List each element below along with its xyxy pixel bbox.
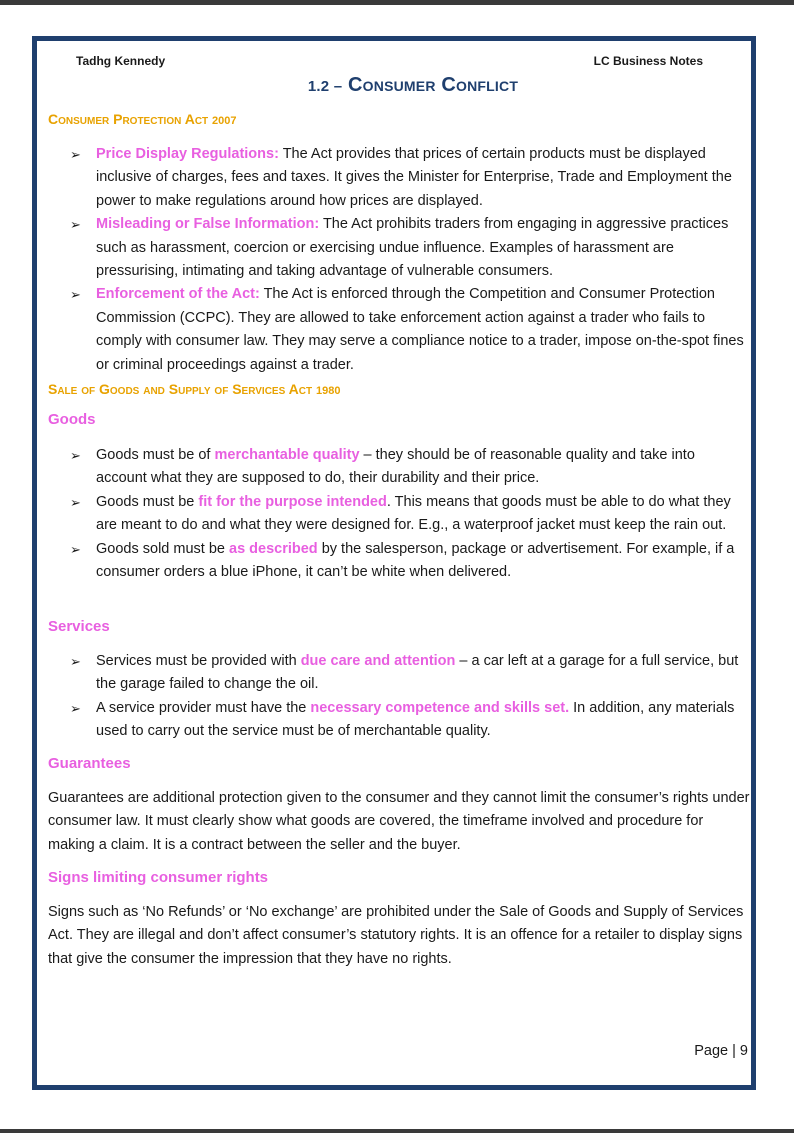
services-bullet-list [48, 650, 748, 744]
item-text-after: – a car left at a garage for a full service, but the garage failed to change the oil. [96, 653, 739, 693]
subheading-signs: Signs limiting consumer rights [48, 869, 269, 886]
section-year: 2007 [212, 115, 237, 127]
item-text-before: Services must be provided with [96, 653, 301, 669]
header-author: Tadhg Kennedy [76, 54, 166, 68]
subheading-guarantees: Guarantees [48, 755, 131, 772]
guarantees-paragraph: Guarantees are additional protection given to the consumer and they cannot limit the consumer’s rights under consumer law. It must clearly show what goods are covered, the timeframe involved and procedure for making a claim. It is a contract between the seller and the buyer. [48, 790, 750, 853]
cpa-bullet-list [48, 143, 748, 377]
item-text-before: Goods must be [96, 493, 199, 510]
item-highlight: merchantable quality [214, 447, 360, 463]
arrow-bullet-icon: ➢ [70, 541, 81, 557]
item-text-before: A service provider must have the [96, 699, 311, 716]
arrow-bullet-icon: ➢ [70, 448, 81, 463]
list-item [48, 491, 748, 538]
subheading-goods: Goods [48, 411, 96, 428]
list-item [48, 283, 748, 377]
item-highlight: Misleading or False Information: [96, 216, 320, 233]
item-highlight: Price Display Regulations: [96, 146, 279, 162]
item-text: The Act is enforced through the Competition and Consumer Protection Commission (CCPC). They are allowed to take enforcement action against a trader who fails to comply with consumer law. They may serve a compliance notice to a trader, impose on-the-spot fines or criminal proceedings against a trader. [96, 286, 744, 373]
item-highlight: Enforcement of the Act: [96, 286, 260, 303]
section-heading-cpa [48, 111, 237, 127]
section-heading-sgsa [48, 381, 340, 397]
item-text: The Act prohibits traders from engaging in aggressive practices such as harassment, coercion or exercising undue influence. Examples of harassment are pressurising, intimating and taking advantage of vulnerable consumers. [96, 216, 729, 280]
arrow-bullet-icon: ➢ [70, 147, 81, 162]
arrow-bullet-icon: ➢ [70, 494, 81, 510]
list-item [48, 143, 748, 213]
title-text: Consumer Conflict [348, 74, 519, 96]
bottom-edge-strip [0, 1129, 794, 1133]
item-highlight: due care and attention [300, 653, 456, 669]
item-text: The Act provides that prices of certain products must be displayed inclusive of charges, fees and taxes. It gives the Minister for Enterprise, Trade and Employment the power to make regulations around how prices are displayed. [96, 146, 732, 209]
top-edge-strip [0, 0, 794, 5]
arrow-bullet-icon: ➢ [70, 217, 81, 233]
arrow-bullet-icon: ➢ [70, 700, 81, 716]
page-number: Page | 9 [694, 1043, 748, 1059]
item-text-after: by the salesperson, package or advertisement. For example, if a consumer orders a blue iPhone, it can’t be white when delivered. [96, 540, 735, 581]
header-course: LC Business Notes [593, 54, 703, 68]
list-item [48, 538, 748, 585]
goods-bullet-list [48, 444, 748, 584]
item-text-after: In addition, any materials used to carry out the service must be of merchantable quality. [96, 699, 735, 740]
section-title: Sale of Goods and Supply of Services Act [48, 381, 313, 397]
arrow-bullet-icon: ➢ [70, 654, 81, 669]
item-text-after: . This means that goods must be able to do what they are meant to do and what they were designed for. E.g., a waterproof jacket must keep the rain out. [96, 493, 731, 534]
list-item [48, 650, 748, 697]
subheading-services: Services [48, 618, 110, 635]
list-item [48, 213, 748, 283]
item-text-before: Goods sold must be [96, 540, 229, 557]
section-title: Consumer Protection Act [48, 111, 209, 127]
item-text-before: Goods must be of [96, 447, 215, 463]
title-number: 1.2 – [307, 78, 343, 95]
item-highlight: necessary competence and skills set. [310, 699, 570, 716]
item-highlight: fit for the purpose intended [198, 493, 387, 510]
arrow-bullet-icon: ➢ [70, 287, 81, 303]
page-title [0, 74, 794, 97]
item-text-after: – they should be of reasonable quality and take into account what they are supposed to do, their durability and their price. [96, 447, 695, 487]
item-highlight: as described [229, 540, 318, 557]
list-item [48, 697, 748, 744]
list-item [48, 444, 748, 491]
section-year: 1980 [315, 385, 341, 397]
signs-paragraph: Signs such as ‘No Refunds’ or ‘No exchange’ are prohibited under the Sale of Goods and Supply of Services Act. They are illegal and don’t affect consumer’s statutory rights. It is an offence for a retailer to display signs that give the consumer the impression that they have no rights. [48, 904, 744, 967]
